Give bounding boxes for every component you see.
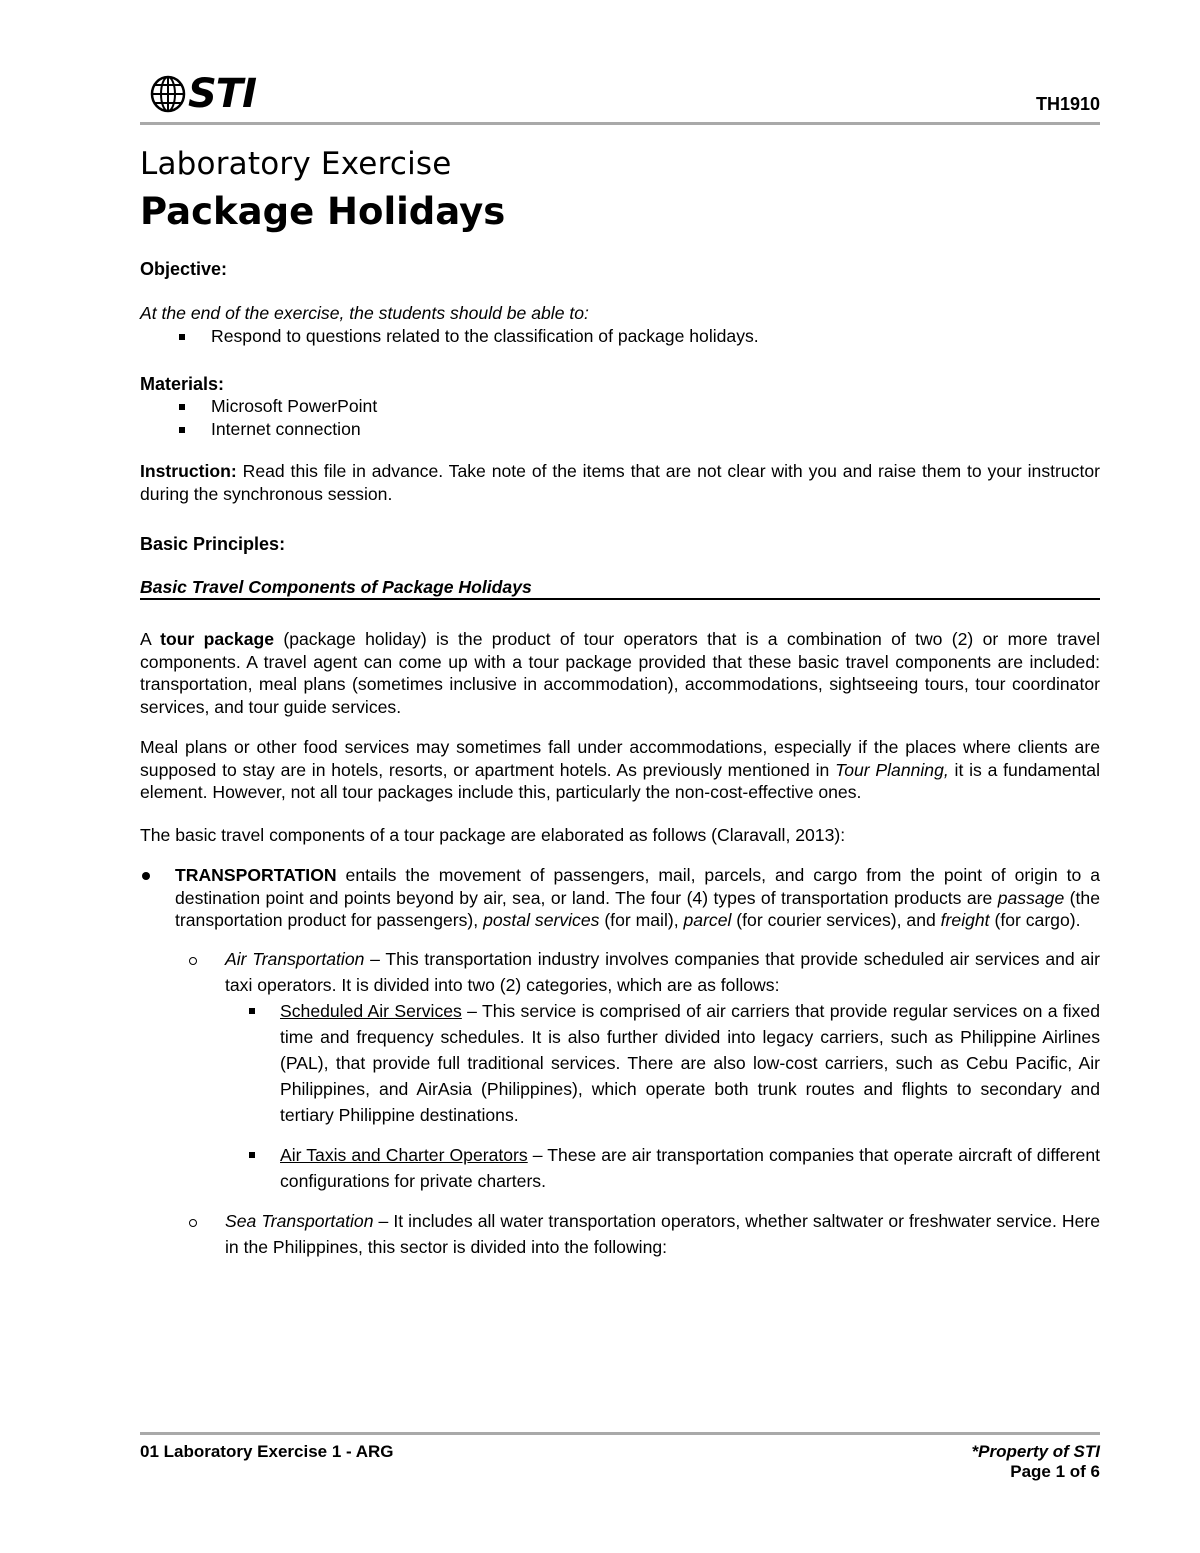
air-transportation-item: [140, 946, 1100, 998]
footer-right: [972, 1442, 1100, 1482]
transportation-item: [140, 864, 1100, 932]
text-run: (package holiday) is the product of tour operators that is a combination of two (2) or more travel components. A travel agent can come up with a tour package provided that these basic travel components are included: transportation, meal plans (sometimes inclusive in accommodation), accommodations, sightseeing tours, tour coordinator services, and tour guide services.: [140, 629, 1100, 717]
list-item: Internet connection: [140, 418, 1100, 441]
objective-list: [140, 325, 1100, 348]
bullet-ring: [189, 1219, 197, 1227]
list-item: Microsoft PowerPoint: [140, 395, 1100, 418]
instruction-text: Read this file in advance. Take note of the items that are not clear with you and raise them to your instructor during the synchronous session.: [140, 461, 1100, 504]
text-run: (for courier services), and: [731, 910, 941, 930]
scheduled-air-services-item: [140, 998, 1100, 1128]
bold-term: tour package: [160, 629, 275, 649]
underlined-term: Scheduled Air Services: [280, 1000, 462, 1021]
bullet-square: [249, 1008, 255, 1014]
basic-principles-label: Basic Principles:: [140, 534, 286, 554]
italic-term: Air Transportation: [225, 948, 365, 969]
italic-term: passage: [997, 887, 1065, 908]
text-run: (for cargo).: [989, 910, 1081, 930]
document-body: [140, 142, 1100, 1260]
list-item: Respond to questions related to the classification of package holidays.: [140, 325, 1100, 348]
objective-intro: At the end of the exercise, the students should be able to:: [140, 303, 589, 323]
sti-logo: [150, 71, 256, 117]
title-line-1: Laboratory Exercise: [140, 146, 452, 182]
property-notice: *Property of STI: [971, 1442, 1100, 1461]
italic-term: Tour Planning,: [835, 759, 949, 780]
italic-term: freight: [940, 910, 990, 930]
logo-text: STI: [188, 71, 256, 117]
page-footer: [140, 1432, 1100, 1492]
bold-term: TRANSPORTATION: [175, 865, 337, 885]
italic-term: parcel: [683, 910, 732, 930]
instruction-paragraph: [140, 460, 1100, 505]
air-taxis-item: [140, 1142, 1100, 1194]
tour-package-paragraph: [140, 628, 1100, 718]
page-number: Page 1 of 6: [1010, 1462, 1100, 1481]
bullet-ring: [189, 957, 197, 965]
bullet-square: [249, 1152, 255, 1158]
text-run: – This transportation industry involves companies that provide scheduled air services and air taxi operators. It is divided into two (2) categories, which are as follows:: [225, 948, 1101, 995]
text-run: (the transportation product for passengers),: [175, 887, 1100, 930]
text-run: entails the movement of passengers, mail, parcels, and cargo from the point of origin to a destination point and points beyond by air, sea, or land. The four (4) types of transportation products are: [175, 865, 1100, 908]
meal-plans-paragraph: [140, 736, 1100, 804]
text-run: Meal plans or other food services may sometimes fall under accommodations, especially if the places where clients are supposed to stay are in hotels, resorts, or apartment hotels. As previously mentioned in: [140, 737, 1100, 780]
globe-icon: [150, 75, 186, 113]
materials-label: Materials:: [140, 374, 225, 394]
bullet-dot: [142, 872, 150, 880]
text-run: (for mail),: [599, 910, 684, 930]
text-run: it is a fundamental element. However, not all tour packages include this, particularly the non-cost-effective ones.: [140, 759, 1100, 802]
sea-transportation-item: [140, 1208, 1100, 1260]
text-run: – This service is comprised of air carriers that provide regular services on a fixed time and frequency schedules. It is also further divided into legacy carriers, such as Philippine Airlines (PAL), that provide full traditional services. There are also low-cost carriers, such as Cebu Pacific, Air Philippines, and AirAsia (Philippines), which operate both trunk routes and flights to secondary and tertiary Philippine destinations.: [280, 1000, 1100, 1125]
components-intro-paragraph: The basic travel components of a tour package are elaborated as follows (Claravall, 2013):: [140, 824, 846, 845]
footer-divider: [140, 1432, 1100, 1435]
underlined-term: Air Taxis and Charter Operators: [280, 1144, 528, 1165]
header-divider: [140, 122, 1100, 125]
section-heading: Basic Travel Components of Package Holidays: [140, 577, 1100, 600]
italic-term: Sea Transportation: [225, 1210, 374, 1231]
objective-label: Objective:: [140, 259, 228, 279]
instruction-label: Instruction:: [140, 461, 237, 481]
materials-list: [140, 395, 1100, 440]
text-run: A: [140, 629, 161, 649]
title-line-2: Package Holidays: [140, 190, 506, 233]
text-run: – These are air transportation companies that operate aircraft of different configurations for private charters.: [280, 1144, 1100, 1191]
italic-term: postal services: [483, 910, 600, 930]
footer-course-label: 01 Laboratory Exercise 1 - ARG: [140, 1442, 394, 1461]
document-code: TH1910: [1035, 94, 1100, 114]
page-header: [140, 70, 1100, 126]
text-run: – It includes all water transportation operators, whether saltwater or freshwater service. Here in the Philippines, this sector is divided into the following:: [225, 1210, 1100, 1257]
